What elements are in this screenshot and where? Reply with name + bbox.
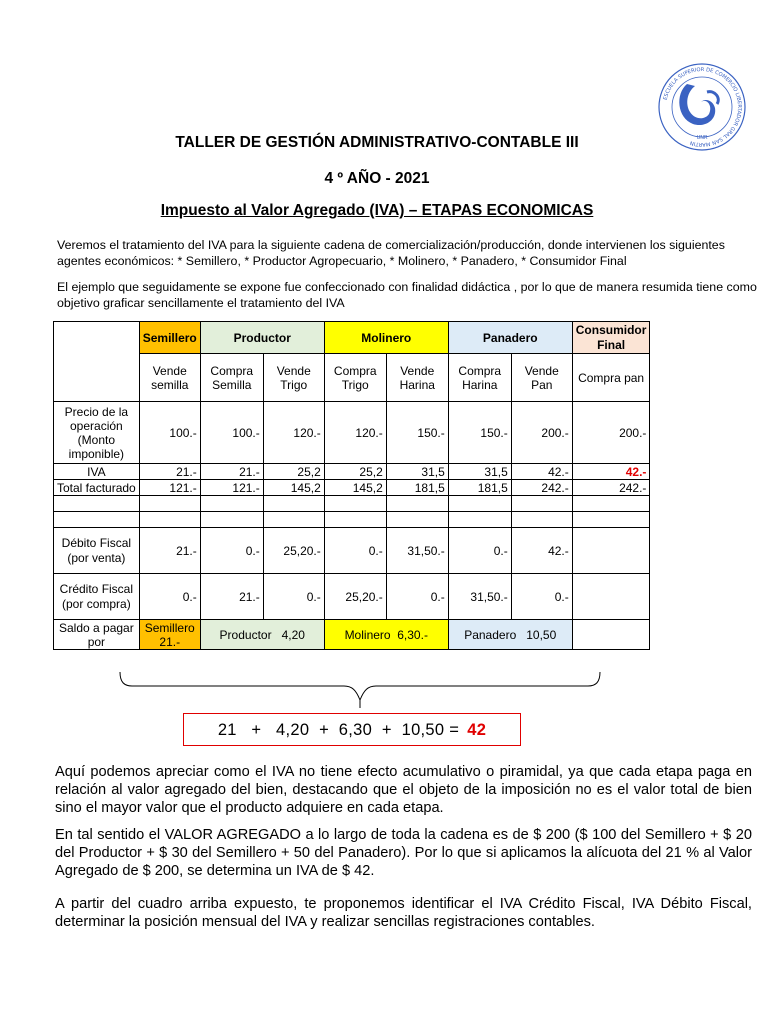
table-row-empty — [54, 496, 650, 512]
body-paragraph-2: En tal sentido el VALOR AGREGADO a lo largo de toda la cadena es de $ 200 ($ 100 del Semillero + $ 20 del Productor + $ 30 del Semillero + 50 del Panadero). Por lo que si aplicamos la alícuota del 21 % al Valor Agregado de $ 200, se determina un IVA de $ 42. — [55, 827, 752, 879]
table-cell: 181,5 — [386, 480, 448, 496]
table-cell: 0.- — [263, 574, 324, 620]
table-cell: 42.- — [511, 528, 572, 574]
table-cell: 21.- — [139, 528, 200, 574]
logo-bottom-text: UNR — [696, 135, 708, 141]
row-label: Débito Fiscal (por venta) — [54, 528, 140, 574]
table-cell: 0.- — [200, 528, 263, 574]
table-cell: 0.- — [448, 528, 511, 574]
row-label: Precio de la operación (Monto imponible) — [54, 402, 140, 464]
op-cell: Vende Pan — [511, 354, 572, 402]
row-label: Crédito Fiscal (por compra) — [54, 574, 140, 620]
table-cell: 25,2 — [263, 464, 324, 480]
year-title: 4 º AÑO - 2021 — [324, 170, 430, 187]
agent-semillero: Semillero — [139, 322, 200, 354]
table-cell: 25,20.- — [263, 528, 324, 574]
table-cell: 181,5 — [448, 480, 511, 496]
table-cell: 25,2 — [324, 464, 386, 480]
table-cell: 242.- — [511, 480, 572, 496]
table-cell: 120.- — [324, 402, 386, 464]
table-cell: 121.- — [200, 480, 263, 496]
table-cell: 0.- — [324, 528, 386, 574]
table-cell: 120.- — [263, 402, 324, 464]
table-cell-highlight: 42.- — [572, 464, 650, 480]
table-cell: 200.- — [511, 402, 572, 464]
sum-result: 42 — [467, 721, 487, 739]
table-cell: 21.- — [200, 464, 263, 480]
table-cell: 31,5 — [386, 464, 448, 480]
saldo-semillero: Semillero 21.- — [139, 620, 200, 650]
operations-row — [54, 354, 650, 402]
summary-brace — [118, 670, 602, 710]
sum-expression: 21 + 4,20 + 6,30 + 10,50 = — [217, 721, 460, 739]
table-cell: 0.- — [511, 574, 572, 620]
iva-chain-table — [53, 321, 650, 650]
logo-ring-text: ESCUELA SUPERIOR DE COMERCIO LIBERTADOR GRAL SAN MARTIN — [662, 66, 743, 148]
table-cell: 200.- — [572, 402, 650, 464]
corner-cell — [54, 322, 140, 402]
table-cell: 145,2 — [324, 480, 386, 496]
row-label: Total facturado — [54, 480, 140, 496]
table-cell: 31,50.- — [448, 574, 511, 620]
table-cell: 145,2 — [263, 480, 324, 496]
table-cell: 25,20.- — [324, 574, 386, 620]
body-paragraph-1: Aquí podemos apreciar como el IVA no tiene efecto acumulativo o piramidal, ya que cada etapa paga en relación al valor agregado del bien, destacando que el objeto de la imposición no es el valor total de bien sino el mayor valor que el producto adquiere en cada etapa. — [55, 764, 752, 816]
table-cell — [572, 574, 650, 620]
agent-consumidor-final: Consumidor Final — [572, 322, 650, 354]
table-row-saldo — [54, 620, 650, 650]
op-cell: Compra Harina — [448, 354, 511, 402]
op-cell: Compra pan — [572, 354, 650, 402]
iva-sum-box — [183, 713, 521, 746]
table-cell: 121.- — [139, 480, 200, 496]
agent-panadero: Panadero — [448, 322, 572, 354]
op-cell: Vende Harina — [386, 354, 448, 402]
table-cell — [572, 528, 650, 574]
table-cell: 21.- — [200, 574, 263, 620]
table-row-debito — [54, 528, 650, 574]
table-cell: 21.- — [139, 464, 200, 480]
op-cell: Compra Trigo — [324, 354, 386, 402]
table-cell: 242.- — [572, 480, 650, 496]
row-label: Saldo a pagar por — [54, 620, 140, 650]
topic-title: Impuesto al Valor Agregado (IVA) – ETAPAS ECONOMICAS — [160, 202, 594, 219]
table-cell: 150.- — [448, 402, 511, 464]
agents-header-row — [54, 322, 650, 354]
row-label: IVA — [54, 464, 140, 480]
table-cell: 31,5 — [448, 464, 511, 480]
agent-productor: Productor — [200, 322, 324, 354]
table-row-precio — [54, 402, 650, 464]
saldo-productor: Productor 4,20 — [200, 620, 324, 650]
body-paragraph-3: A partir del cuadro arriba expuesto, te proponemos identificar el IVA Crédito Fiscal, IVA Débito Fiscal, determinar la posición mensual del IVA y realizar sencillas registraciones contables. — [55, 896, 752, 930]
table-cell: 31,50.- — [386, 528, 448, 574]
op-cell: Vende semilla — [139, 354, 200, 402]
table-cell: 0.- — [386, 574, 448, 620]
agent-molinero: Molinero — [324, 322, 448, 354]
table-row-iva — [54, 464, 650, 480]
saldo-panadero: Panadero 10,50 — [448, 620, 572, 650]
table-row-credito — [54, 574, 650, 620]
op-cell: Compra Semilla — [200, 354, 263, 402]
table-row-total — [54, 480, 650, 496]
course-title: TALLER DE GESTIÓN ADMINISTRATIVO-CONTABLE III — [175, 134, 579, 151]
table-row-empty — [54, 512, 650, 528]
table-cell: 100.- — [200, 402, 263, 464]
intro-paragraph-2: El ejemplo que seguidamente se expone fue confeccionado con finalidad didáctica , por lo que de manera resumida tiene como objetivo graficar sencillamente el tratamiento del IVA — [57, 280, 757, 310]
table-cell: 0.- — [139, 574, 200, 620]
table-cell: 100.- — [139, 402, 200, 464]
op-cell: Vende Trigo — [263, 354, 324, 402]
intro-paragraph-1: Veremos el tratamiento del IVA para la siguiente cadena de comercialización/producción, donde intervienen los siguientes agentes económicos: * Semillero, * Productor Agropecuario, * Molinero, * Panadero, * Consumidor Final — [57, 238, 725, 268]
table-cell: 42.- — [511, 464, 572, 480]
table-cell: 150.- — [386, 402, 448, 464]
saldo-consumidor — [572, 620, 650, 650]
saldo-molinero: Molinero 6,30.- — [324, 620, 448, 650]
